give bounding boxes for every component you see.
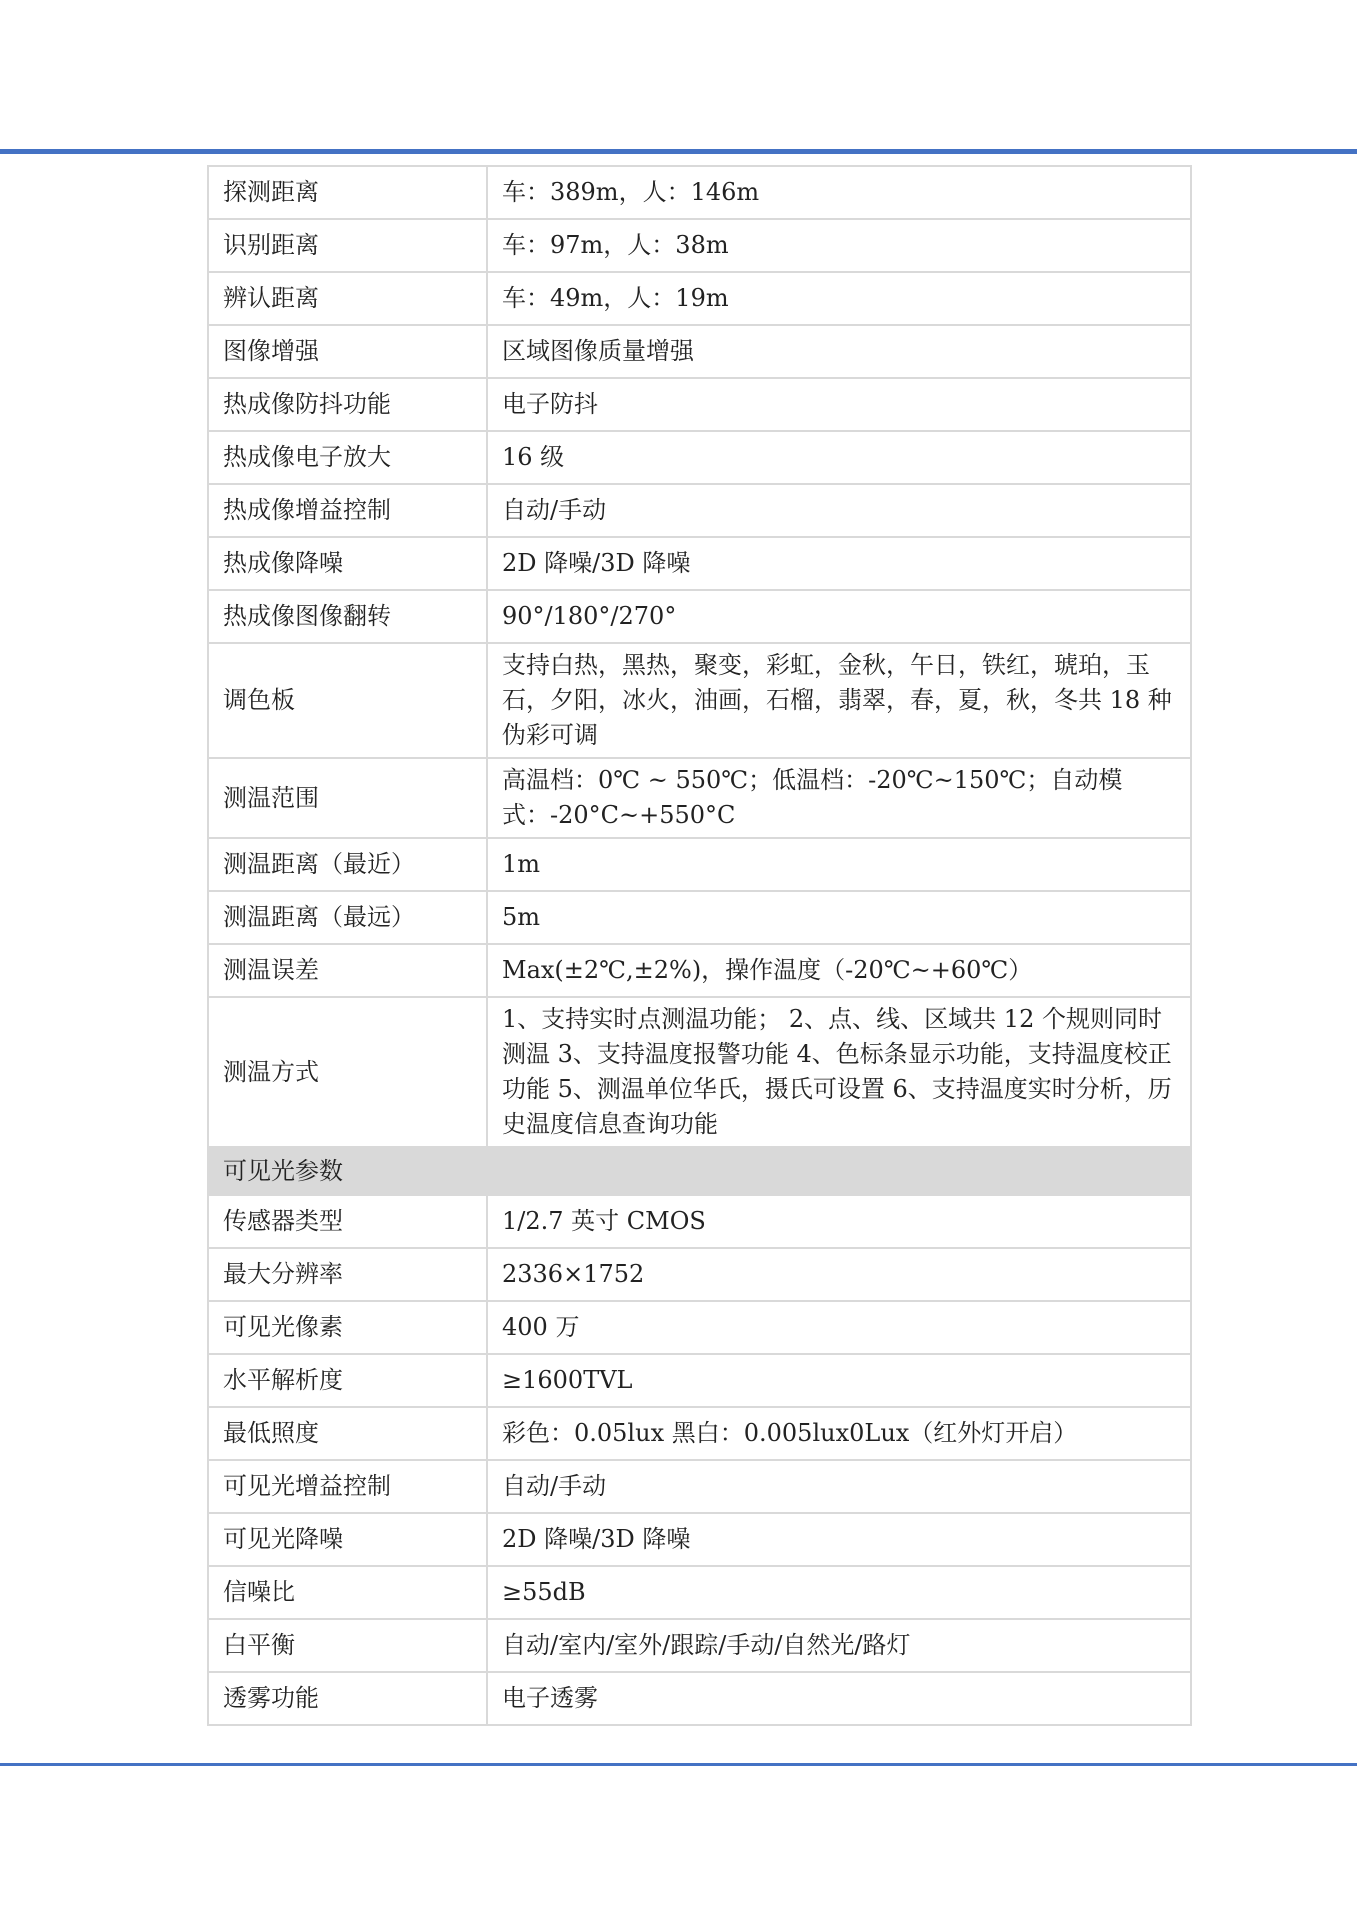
table-row [208,891,1191,944]
row-label: 热成像防抖功能 [208,378,487,431]
row-label: 探测距离 [208,166,487,219]
table-row [208,1407,1191,1460]
row-label: 水平解析度 [208,1354,487,1407]
row-value: 车：389m，人：146m [487,166,1191,219]
row-value: ≥55dB [487,1566,1191,1619]
table-row [208,484,1191,537]
row-value: 彩色：0.05lux 黑白：0.005lux0Lux（红外灯开启） [487,1407,1191,1460]
row-label: 测温距离（最远） [208,891,487,944]
row-label: 可见光像素 [208,1301,487,1354]
section-title: 可见光参数 [208,1147,1191,1195]
row-label: 识别距离 [208,219,487,272]
row-value: 1m [487,838,1191,891]
table-row [208,272,1191,325]
table-row [208,1301,1191,1354]
row-value: 区域图像质量增强 [487,325,1191,378]
row-label: 透雾功能 [208,1672,487,1725]
row-label: 测温误差 [208,944,487,997]
row-value: 电子防抖 [487,378,1191,431]
table-row [208,838,1191,891]
row-value: 1、支持实时点测温功能； 2、点、线、区域共 12 个规则同时测温 3、支持温度报警功能 4、色标条显示功能，支持温度校正功能 5、测温单位华氏，摄氏可设置 6、支持温度实时分析，历史温度信息查询功能 [487,997,1191,1147]
row-value: 2336×1752 [487,1248,1191,1301]
row-value: 自动/手动 [487,484,1191,537]
row-label: 图像增强 [208,325,487,378]
row-label: 最大分辨率 [208,1248,487,1301]
row-label: 传感器类型 [208,1195,487,1248]
row-value: 车：49m，人：19m [487,272,1191,325]
table-row [208,1566,1191,1619]
row-value: 16 级 [487,431,1191,484]
table-row [208,1460,1191,1513]
row-label: 调色板 [208,643,487,758]
row-label: 热成像降噪 [208,537,487,590]
section-row [208,1147,1191,1195]
row-value: 支持白热，黑热，聚变，彩虹，金秋，午日，铁红，琥珀，玉石，夕阳，冰火，油画，石榴，翡翠，春，夏，秋，冬共 18 种伪彩可调 [487,643,1191,758]
table-row [208,219,1191,272]
row-label: 热成像电子放大 [208,431,487,484]
table-row [208,1195,1191,1248]
table-row [208,1672,1191,1725]
table-row [208,1248,1191,1301]
table-row [208,1354,1191,1407]
row-value: 400 万 [487,1301,1191,1354]
row-value: 高温档：0℃ ~ 550℃；低温档：-20℃~150℃；自动模式：-20°C~+550°C [487,758,1191,838]
row-value: 5m [487,891,1191,944]
spec-table [207,165,1192,1726]
row-value: 2D 降噪/3D 降噪 [487,537,1191,590]
table-row [208,643,1191,758]
row-label: 辨认距离 [208,272,487,325]
row-label: 白平衡 [208,1619,487,1672]
table-row [208,431,1191,484]
row-label: 信噪比 [208,1566,487,1619]
row-value: 2D 降噪/3D 降噪 [487,1513,1191,1566]
table-row [208,1513,1191,1566]
row-value: 自动/室内/室外/跟踪/手动/自然光/路灯 [487,1619,1191,1672]
table-row [208,325,1191,378]
table-row [208,166,1191,219]
row-label: 热成像图像翻转 [208,590,487,643]
table-row [208,997,1191,1147]
row-value: 90°/180°/270° [487,590,1191,643]
table-row [208,590,1191,643]
row-label: 最低照度 [208,1407,487,1460]
row-value: ≥1600TVL [487,1354,1191,1407]
table-row [208,944,1191,997]
row-label: 可见光降噪 [208,1513,487,1566]
row-value: 1/2.7 英寸 CMOS [487,1195,1191,1248]
table-row [208,537,1191,590]
row-label: 测温范围 [208,758,487,838]
row-label: 热成像增益控制 [208,484,487,537]
footer-rule [0,1763,1357,1766]
row-label: 测温距离（最近） [208,838,487,891]
row-value: Max(±2℃,±2%)，操作温度（-20℃~+60℃） [487,944,1191,997]
row-value: 车：97m，人：38m [487,219,1191,272]
row-value: 自动/手动 [487,1460,1191,1513]
table-row [208,378,1191,431]
row-value: 电子透雾 [487,1672,1191,1725]
row-label: 测温方式 [208,997,487,1147]
table-row [208,1619,1191,1672]
row-label: 可见光增益控制 [208,1460,487,1513]
table-row [208,758,1191,838]
header-rule [0,149,1357,154]
